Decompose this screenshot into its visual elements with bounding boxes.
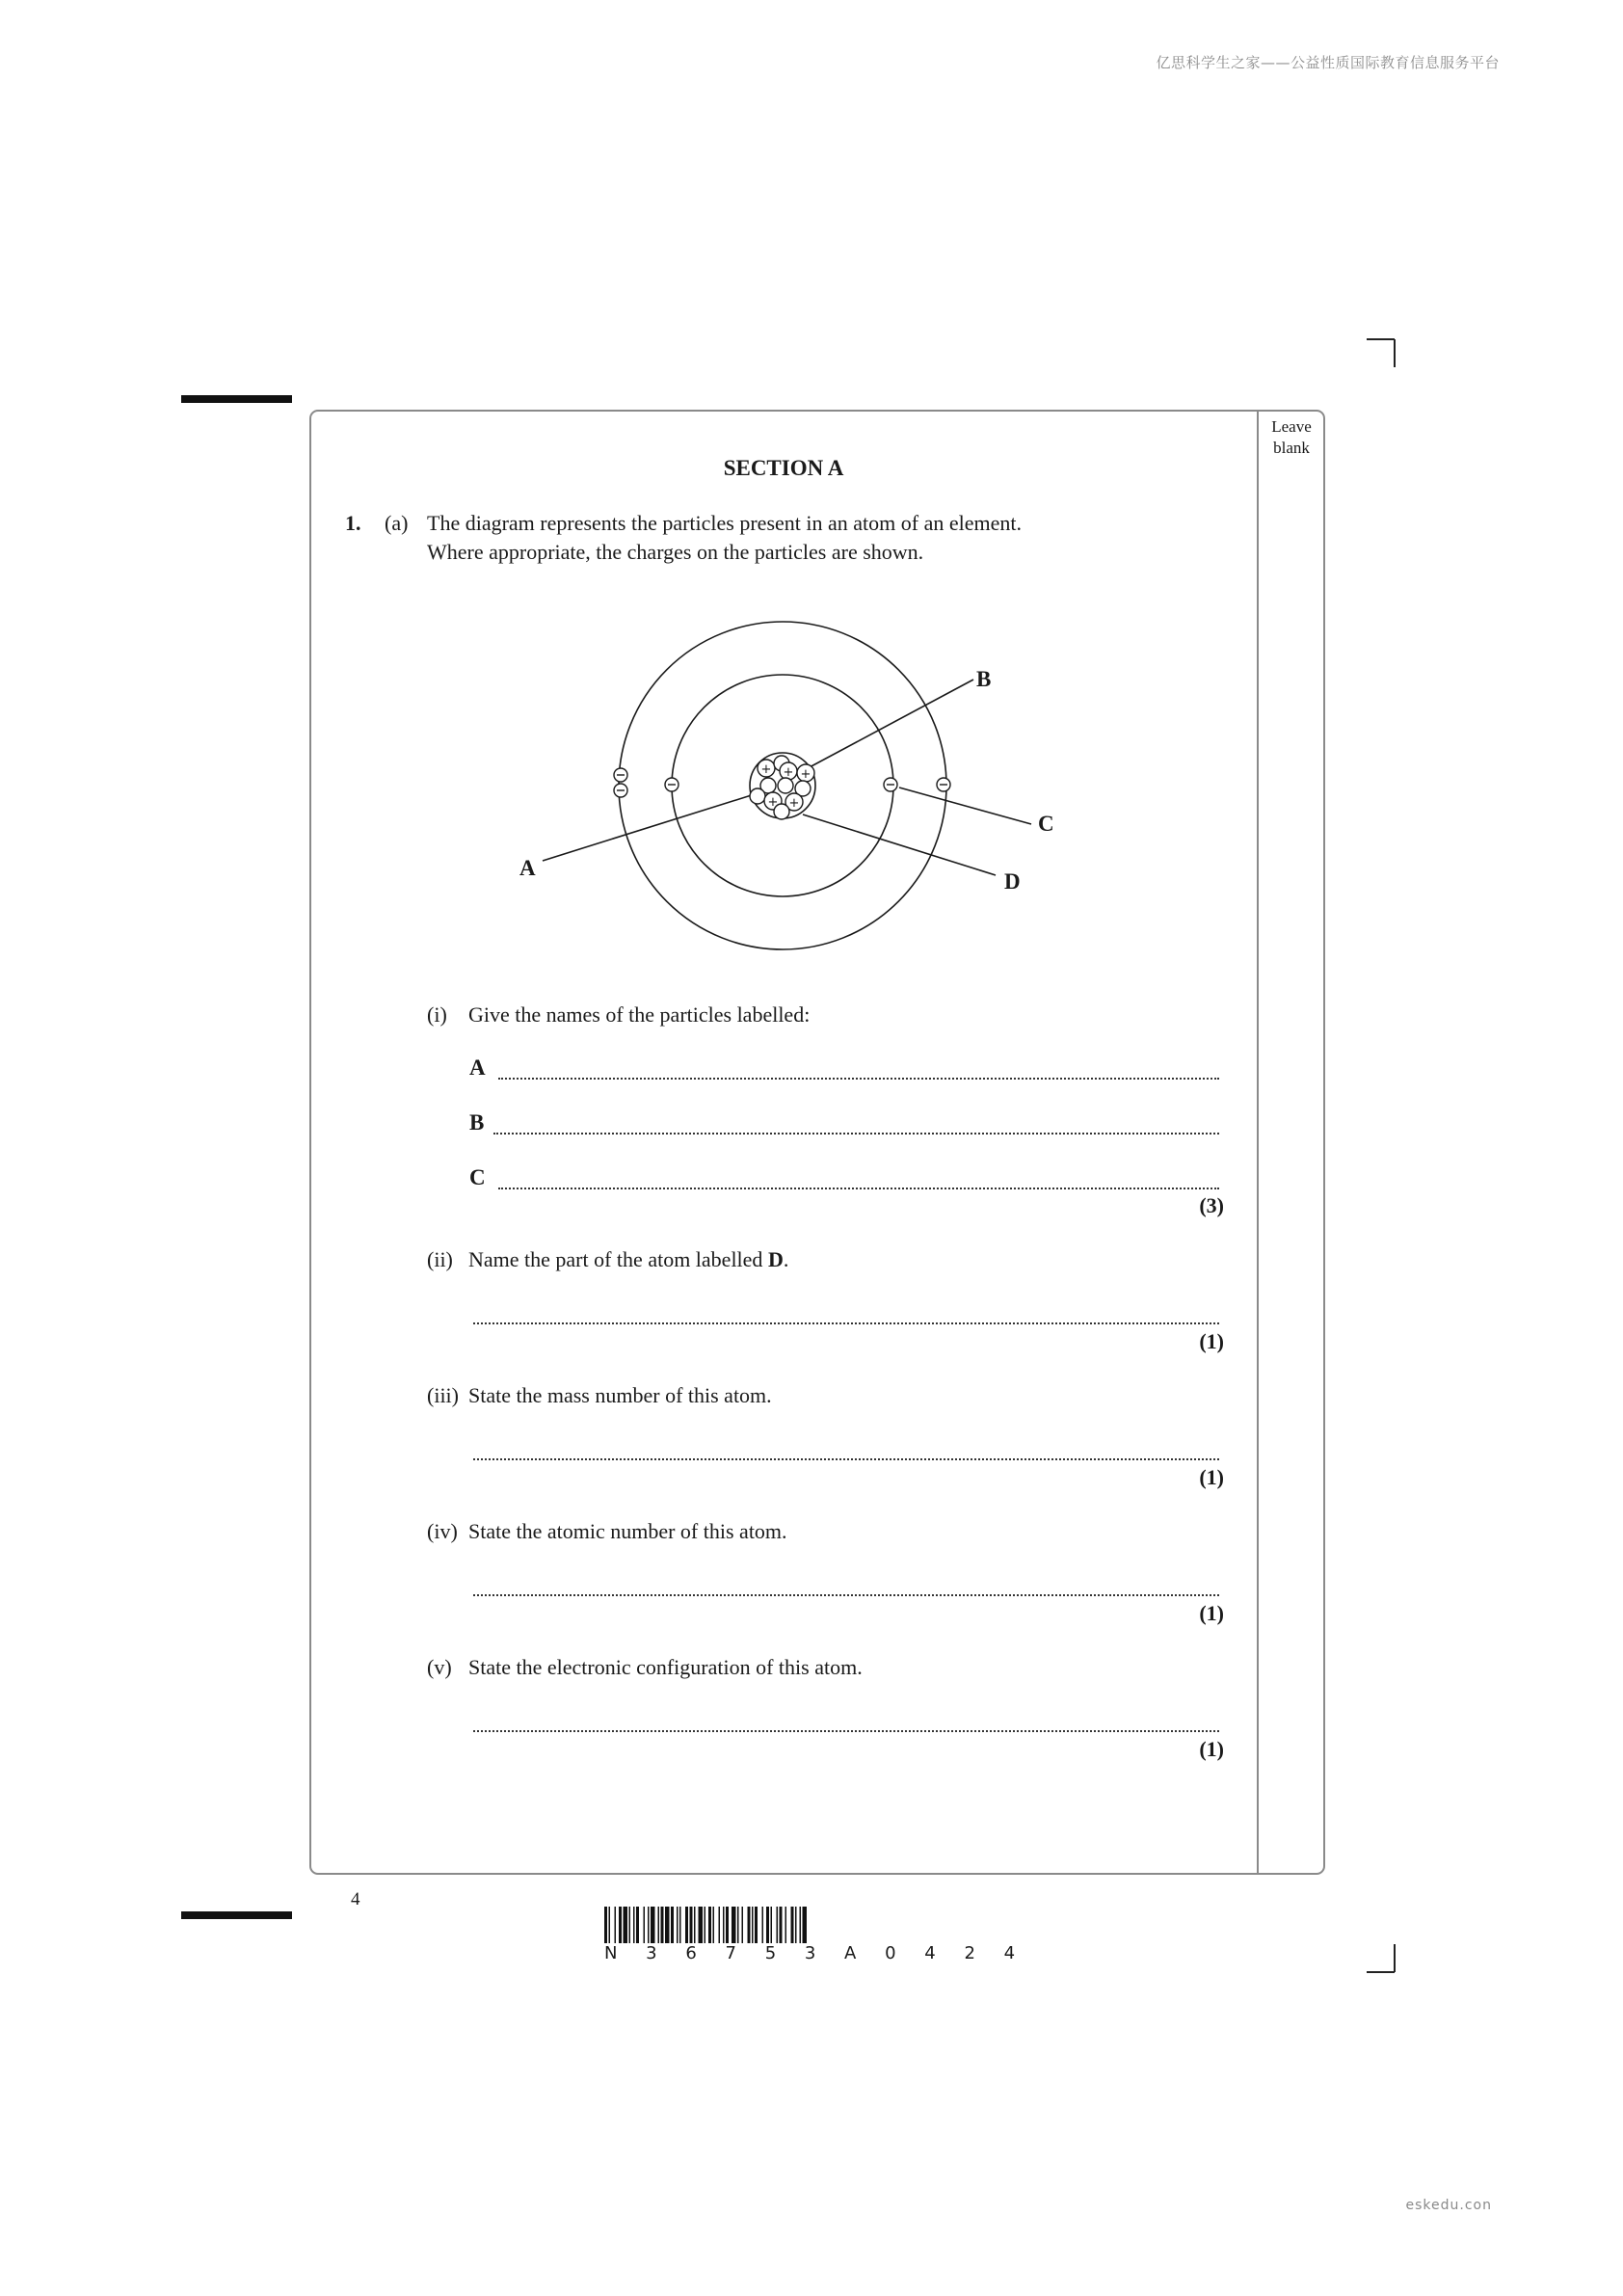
page-number: 4 <box>351 1889 360 1909</box>
question-part: (a) <box>385 511 409 535</box>
barcode-stripe <box>644 1907 646 1943</box>
question-number: 1. <box>345 511 361 535</box>
subquestion-iii-text: State the mass number of this atom. <box>468 1383 772 1407</box>
barcode-stripe <box>737 1907 739 1943</box>
barcode-stripe <box>732 1907 736 1943</box>
barcode-stripe <box>699 1907 704 1943</box>
watermark-bottom: eskedu.con <box>1405 2198 1492 2213</box>
barcode-text: N 3 6 7 5 3 A 0 4 2 4 <box>604 1943 1027 1963</box>
marks-i: (3) <box>1199 1193 1224 1217</box>
barcode-stripe <box>791 1907 794 1943</box>
line-b <box>808 680 973 768</box>
neutron <box>778 778 793 793</box>
subquestion-iv-number: (iv) <box>427 1519 458 1543</box>
subquestion-v-text: State the electronic configuration of this atom. <box>468 1655 863 1679</box>
marks-iv: (1) <box>1199 1601 1224 1625</box>
barcode-stripe <box>665 1907 670 1943</box>
barcode-stripe <box>624 1907 628 1943</box>
proton-sign: + <box>767 795 779 810</box>
line-a <box>543 793 758 861</box>
barcode-stripe <box>742 1907 744 1943</box>
subquestion-v-number: (v) <box>427 1655 452 1679</box>
diagram-label-c: C <box>1038 812 1054 836</box>
subquestion-ii-number: (ii) <box>427 1247 453 1271</box>
proton-sign: + <box>788 796 800 811</box>
marks-ii: (1) <box>1199 1329 1224 1353</box>
diagram-label-b: B <box>976 667 992 691</box>
barcode-stripe <box>766 1907 769 1943</box>
crop-mark-bottom-right-v <box>1394 1944 1396 1972</box>
crop-mark-bottom-right-h <box>1367 1971 1395 1973</box>
barcode-stripe <box>636 1907 639 1943</box>
answer-line-iv[interactable] <box>473 1594 1219 1596</box>
barcode-stripe <box>785 1907 787 1943</box>
answer-line-a[interactable] <box>498 1078 1219 1080</box>
barcode-stripe <box>777 1907 779 1943</box>
subquestion-ii-text-pre: Name the part of the atom labelled <box>468 1247 768 1271</box>
barcode-stripe <box>694 1907 696 1943</box>
diagram-label-d: D <box>1004 869 1021 894</box>
marks-iii: (1) <box>1199 1465 1224 1489</box>
proton-sign: + <box>800 767 812 782</box>
section-title: SECTION A <box>723 456 844 480</box>
diagram-label-a: A <box>519 856 536 880</box>
barcode-stripe <box>762 1907 764 1943</box>
barcode-stripe <box>708 1907 711 1943</box>
answer-label-b: B <box>469 1110 485 1135</box>
proton-sign: + <box>760 762 772 777</box>
barcode-stripe <box>780 1907 783 1943</box>
barcode-stripe <box>633 1907 635 1943</box>
barcode-stripe <box>604 1907 607 1943</box>
barcode-stripe <box>609 1907 611 1943</box>
barcode-stripe <box>661 1907 664 1943</box>
answer-line-iii[interactable] <box>473 1458 1219 1460</box>
barcode-stripe <box>713 1907 715 1943</box>
leave-blank-label: Leave blank <box>1271 417 1312 457</box>
subquestion-iv-text: State the atomic number of this atom. <box>468 1519 787 1543</box>
answer-line-b[interactable] <box>493 1133 1219 1135</box>
line-c <box>899 788 1031 824</box>
crop-mark-top-right-v <box>1394 339 1396 367</box>
barcode-stripe <box>795 1907 797 1943</box>
atom-diagram <box>482 598 1099 964</box>
barcode-stripe <box>748 1907 751 1943</box>
barcode-stripe <box>677 1907 678 1943</box>
barcode-stripe <box>648 1907 650 1943</box>
barcode-stripe <box>726 1907 729 1943</box>
subquestion-iii-number: (iii) <box>427 1383 459 1407</box>
question-intro-line-2: Where appropriate, the charges on the particles are shown. <box>427 540 924 564</box>
answer-line-v[interactable] <box>473 1730 1219 1732</box>
subquestion-ii-text-bold: D <box>767 1247 784 1271</box>
barcode-stripe <box>629 1907 631 1943</box>
subquestion-ii-text-post: . <box>783 1247 789 1271</box>
barcode-stripe <box>671 1907 674 1943</box>
question-intro-line-1: The diagram represents the particles present in an atom of an element. <box>427 511 1022 535</box>
barcode-stripe <box>705 1907 706 1943</box>
barcode-stripe <box>690 1907 693 1943</box>
barcode <box>604 1907 1026 1945</box>
subquestion-ii-text <box>468 1245 788 1274</box>
barcode-stripe <box>619 1907 622 1943</box>
line-d <box>803 814 996 875</box>
leave-blank-divider <box>1257 411 1259 1874</box>
watermark-top: 亿思科学生之家——公益性质国际教育信息服务平台 <box>1156 54 1500 71</box>
marks-v: (1) <box>1199 1737 1224 1761</box>
barcode-stripe <box>803 1907 808 1943</box>
barcode-stripe <box>658 1907 660 1943</box>
subquestion-i-number: (i) <box>427 1002 447 1027</box>
registration-bar-bottom <box>181 1911 292 1919</box>
crop-mark-top-right-h <box>1367 338 1395 340</box>
registration-bar-top <box>181 395 292 403</box>
barcode-stripe <box>615 1907 617 1943</box>
subquestion-i-text: Give the names of the particles labelled: <box>468 1002 811 1027</box>
barcode-stripe <box>685 1907 688 1943</box>
barcode-stripe <box>719 1907 721 1943</box>
barcode-stripe <box>651 1907 655 1943</box>
answer-line-ii[interactable] <box>473 1322 1219 1324</box>
proton-sign: + <box>783 765 794 780</box>
neutron <box>750 788 765 804</box>
barcode-stripe <box>679 1907 681 1943</box>
barcode-stripe <box>771 1907 773 1943</box>
barcode-stripe <box>755 1907 758 1943</box>
answer-line-c[interactable] <box>498 1188 1219 1189</box>
barcode-stripe <box>800 1907 802 1943</box>
barcode-stripe <box>752 1907 754 1943</box>
barcode-stripe <box>723 1907 725 1943</box>
answer-label-a: A <box>469 1055 486 1080</box>
answer-label-c: C <box>469 1165 486 1189</box>
